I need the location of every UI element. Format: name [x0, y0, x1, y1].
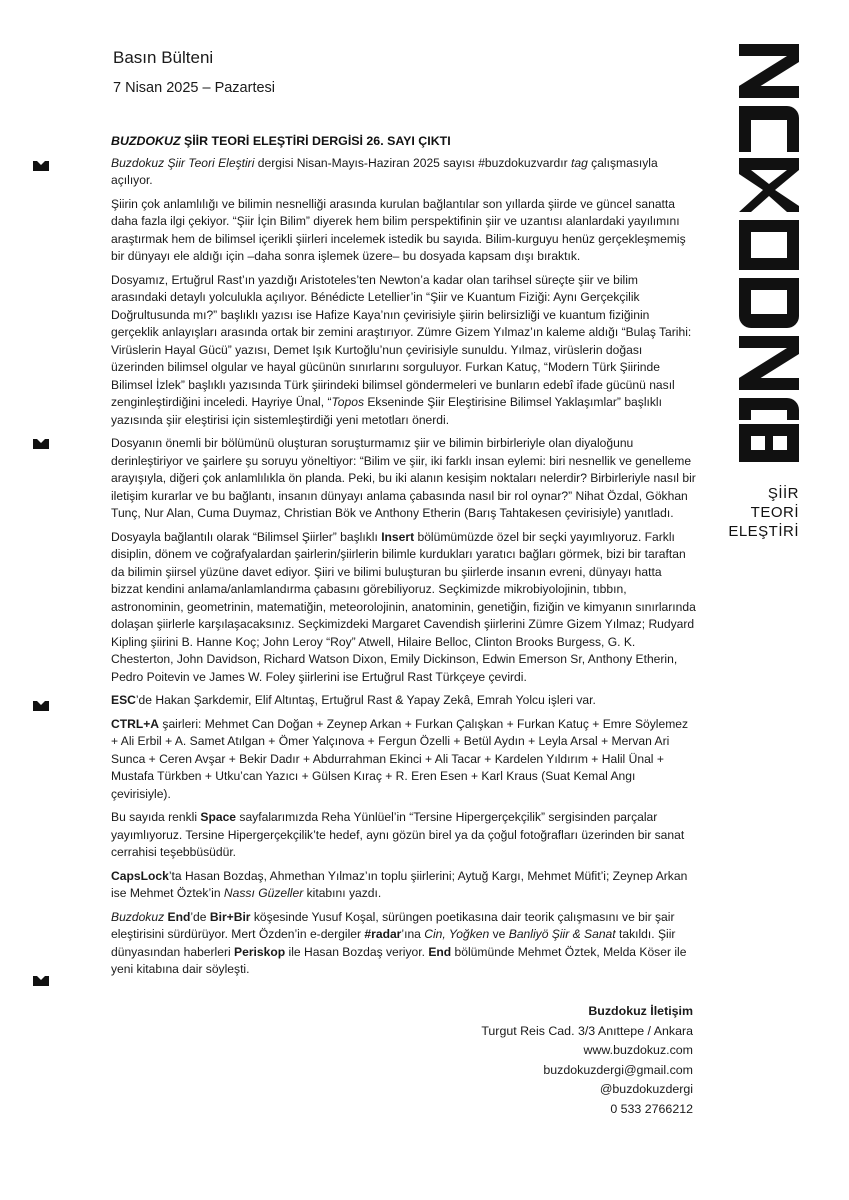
- section-name: End: [167, 909, 191, 924]
- text-span: dergisi Nisan-Mayıs-Haziran 2025 sayısı #buzdokuzvardır: [254, 155, 571, 170]
- emphasis: tag: [570, 155, 588, 170]
- paragraph-3: Dosyanın önemli bir bölümünü oluşturan soruşturmamız şiir ve bilimin birbirleriyle olan diyaloğunu derinleştiriyor ve şairlere şu soruyu yöneltiyor: “Bilim ve şiir, iki farklı insan eylemi: biri nesnellik ve genelleme arayışıyla, diğeri çok anlamlılıkla ön planda. Peki, bu iki alanın kesişim noktaları nelerdir? Birbirleriyle nasıl bir iletişim kurarlar ve bu bağlantı, insanın dünyayı anlama çabasında nasıl bir rol oynar?” Nihat Özdal, Gökhan Tunç, Nur Alan, Cuma Duymaz, Christian Bök ve Anthony Etherin (Barış Tahtakesen çevirisiyle) yanıtladı.: [111, 436, 696, 520]
- headline: [111, 133, 696, 151]
- paragraph-8: [111, 868, 696, 903]
- paragraph-intro: [111, 155, 696, 190]
- text-span: ’ına: [401, 927, 425, 941]
- contact-website[interactable]: www.buzdokuz.com: [583, 1043, 693, 1058]
- headline-text: ŞİİR TEORİ ELEŞTİRİ DERGİSİ 26. SAYI ÇIKTI: [180, 134, 451, 148]
- buzdokuz-bookmark-icon: [33, 701, 49, 711]
- text-span: bölümünde Mehmet Öztek, Melda Köser ile yeni kitabına dair söyleşti.: [111, 944, 687, 976]
- buzdokuz-bookmark-icon: [33, 161, 49, 171]
- section-name: Periskop: [234, 944, 286, 959]
- contact-title: Buzdokuz İletişim: [588, 1004, 693, 1018]
- buzdokuz-bookmark-icon: [33, 976, 49, 986]
- section-name: Bir+Bir: [209, 909, 251, 924]
- contact-social: @buzdokuzdergi: [599, 1082, 693, 1097]
- text-span: çalışmasıyla açılıyor.: [111, 155, 658, 187]
- headline-brand: BUZDOKUZ: [111, 134, 181, 148]
- text-span: Bu sayıda renkli: [111, 810, 201, 824]
- emphasis: Cin, Yoğken: [424, 927, 490, 941]
- paragraph-9: [111, 909, 696, 979]
- magazine-name: Buzdokuz Şiir Teori Eleştiri: [111, 155, 255, 170]
- emphasis: Topos: [331, 395, 364, 409]
- section-name: End: [428, 944, 452, 959]
- contact-email[interactable]: buzdokuzdergi@gmail.com: [543, 1062, 693, 1077]
- text-span: Dosyamız, Ertuğrul Rast’ın yazdığı Aristoteles’ten Newton’a kadar olan tarihsel süreçte şiir ve bilim arasındaki detaylı yolculukla açılıyor. Bénédicte Letellier’in “Şiir ve Kuantum Fiziği: Aynı Gerçekçilik Doğrultusunda mı?” başlıklı yazısı ise Hafize Kaya’nın çevirisiyle şiirin belirsizliği ve kuantum fiziğinin gerçeklik anlayışları arasında ortak bir zemini araştırıyor. Zümre Gizem Yılmaz’ın kaleme aldığı “Bulaş Tarihi: Virüslerin Hayal Gücü” yazısı, Demet Işık Kurtoğlu’nun çevirisiyle sunuldu. Yılmaz, virüslerin doğası üzerinden bilimsel olgular ve hayal gücünün sınırlarını sorguluyor. Furkan Katuç, “Modern Türk Şiirinde Bilimsel İzlek” başlıklı yazısında Türk şiirindeki bilimsel göndermeleri ve bunların edebî ifade gücünü nasıl zenginleştirdiğini inceledi. Hayriye Ünal, “: [111, 272, 692, 409]
- text-span: ve: [489, 927, 509, 941]
- section-name: Space: [200, 810, 237, 824]
- text-span: takıldı. Şiir dünyasından haberleri: [111, 927, 676, 959]
- text-span: ’de Hakan Şarkdemir, Elif Altıntaş, Ertuğrul Rast & Yapay Zekâ, Emrah Yolcu işleri var.: [135, 693, 596, 707]
- text-span: köşesinde Yusuf Koşal, sürüngen poetikasına dair teorik çalışmasını ve bir şair eleştirisini sürdürüyor. Mert Özden’in e-dergiler: [111, 909, 675, 941]
- tagline-line: TEORİ: [750, 504, 799, 521]
- section-name: CTRL+A: [111, 716, 160, 731]
- text-span: şairleri: Mehmet Can Doğan + Zeynep Arkan + Furkan Çalışkan + Furkan Katuç + Emre Söylemez + Ali Erbil + A. Samet Atılgan + Ömer Yalçınova + Fergun Özelli + Betül Aydın + Leyla Arsal + Mervan Ari Sunca + Ceren Avşar + Bekir Dadır + Abdurrahman Ekinci + Ali Tacar + Kardelen Yıldırım + Halil Ünal + Mustafa Türkben + Utku’can Yazıcı + Gülsen Kıraç + R. Eren Esen + Karl Kraus (Suat Kemal Angı çevirisiyle).: [111, 716, 689, 801]
- paragraph-7: [111, 809, 696, 862]
- magazine-tagline: [728, 484, 799, 541]
- text-span: ile Hasan Bozdaş veriyor.: [285, 944, 429, 959]
- paragraph-2: [111, 272, 696, 430]
- tagline-line: ELEŞTİRİ: [728, 523, 799, 540]
- contact-address: Turgut Reis Cad. 3/3 Anıttepe / Ankara: [481, 1023, 693, 1038]
- text-span: ’de: [190, 909, 210, 924]
- contact-phone: 0 533 2766212: [610, 1101, 693, 1116]
- press-release-body: [111, 133, 696, 985]
- press-release-date: 7 Nisan 2025 – Pazartesi: [113, 80, 276, 96]
- text-span: sayfalarımızda Reha Yünlüel’in “Tersine Hipergerçekçilik” sergisinden parçalar yayımlıyoruz. Tersine Hipergerçekçilik’te hedef, aynı gözün birel ya da çoğul fotoğrafları üzerinden bir sanat cerrahisi teşebbüsüdür.: [111, 810, 685, 859]
- paragraph-6: [111, 716, 696, 804]
- press-release-title: Basın Bülteni: [113, 48, 214, 67]
- emphasis: Nassı Güzeller: [223, 886, 304, 900]
- buzdokuz-logo: [739, 44, 799, 462]
- paragraph-1: Şiirin çok anlamlılığı ve bilimin nesnelliği arasında kurulan bağlantılar son yıllarda şiirde ve güncel sanatta daha fazla ilgi çekiyor. “Şiir İçin Bilim” diyerek hem bilim perspektifinin şiir ve uzantısı alanlardaki yayılımını araştırmak hem de bilimsel içerikli şiirleri incelemek istedik bu sayıda. Bilim-kurguyu henüz gerçekleşmemiş bir dünyayı ele aldığı için –daha sonra işlemek üzere– bu dosyada kapsam dışı bıraktık.: [111, 196, 686, 263]
- section-name: #radar: [364, 927, 402, 941]
- buzdokuz-bookmark-icon: [33, 439, 49, 449]
- section-name: Insert: [381, 529, 415, 544]
- section-name: ESC: [111, 693, 136, 707]
- text-span: kitabını yazdı.: [303, 886, 382, 900]
- paragraph-5: [111, 692, 696, 710]
- emphasis: Buzdokuz: [111, 909, 165, 924]
- tagline-line: ŞİİR: [767, 485, 799, 502]
- press-header: [113, 48, 275, 96]
- text-span: Ekseninde Şiir Eleştirisine Bilimsel Yaklaşımlar” başlıklı yazısında şiir eleştirisi için sistemleştirdiği yeni metotları önerdi.: [111, 395, 662, 427]
- section-name: CapsLock: [111, 868, 169, 883]
- contact-block: [481, 1002, 693, 1120]
- emphasis: Banliyö Şiir & Sanat: [508, 927, 616, 941]
- text-span: Dosyayla bağlantılı olarak “Bilimsel Şiirler” başlıklı: [111, 529, 382, 544]
- text-span: bölümümüzde özel bir seçki yayımlıyoruz. Farklı disiplin, dönem ve coğrafyalardan şairlerin/şiirlerin bilimle kurdukları yaratıcı bağları görmek, bizi bir taraftan da bilimin şiirsel yüzüne davet ediyor. Şiiri ve bilimi buluşturan bu şiirlerde insanın evreni, dünyayı hatta bizzat kendini anlama/anlamlandırma çabasını görebiliyoruz. Seçkimizde mikrobiyolojinin, tıbbın, astronominin, geometrinin, matematiğin, meteorolojinin, anatominin, genetiğin, fiziğin ve kimyanın sınırlarında dolaşan şiirlerle karşılaşacaksınız. Seçkimizdeki Margaret Cavendish şiirlerini Zümre Gizem Yılmaz; Rudyard Kipling şiirini B. Hanne Koç; John Leroy “Roy” Atwell, Hilaire Belloc, Clinton Brooks Burgess, G. K. Chesterton, John Davidson, Richard Watson Dixon, Emily Dickinson, Edwin Emerson Sr, Anthony Etherin, Pedro Poitevin ve James W. Foley şiirlerini ise Ertuğrul Rast Türkçeye çevirdi.: [111, 529, 696, 684]
- paragraph-4: [111, 529, 696, 687]
- text-span: ’ta Hasan Bozdaş, Ahmethan Yılmaz’ın toplu şiirlerini; Aytuğ Kargı, Mehmet Müfit’i; Zeynep Arkan ise Mehmet Öztek’in: [111, 868, 688, 900]
